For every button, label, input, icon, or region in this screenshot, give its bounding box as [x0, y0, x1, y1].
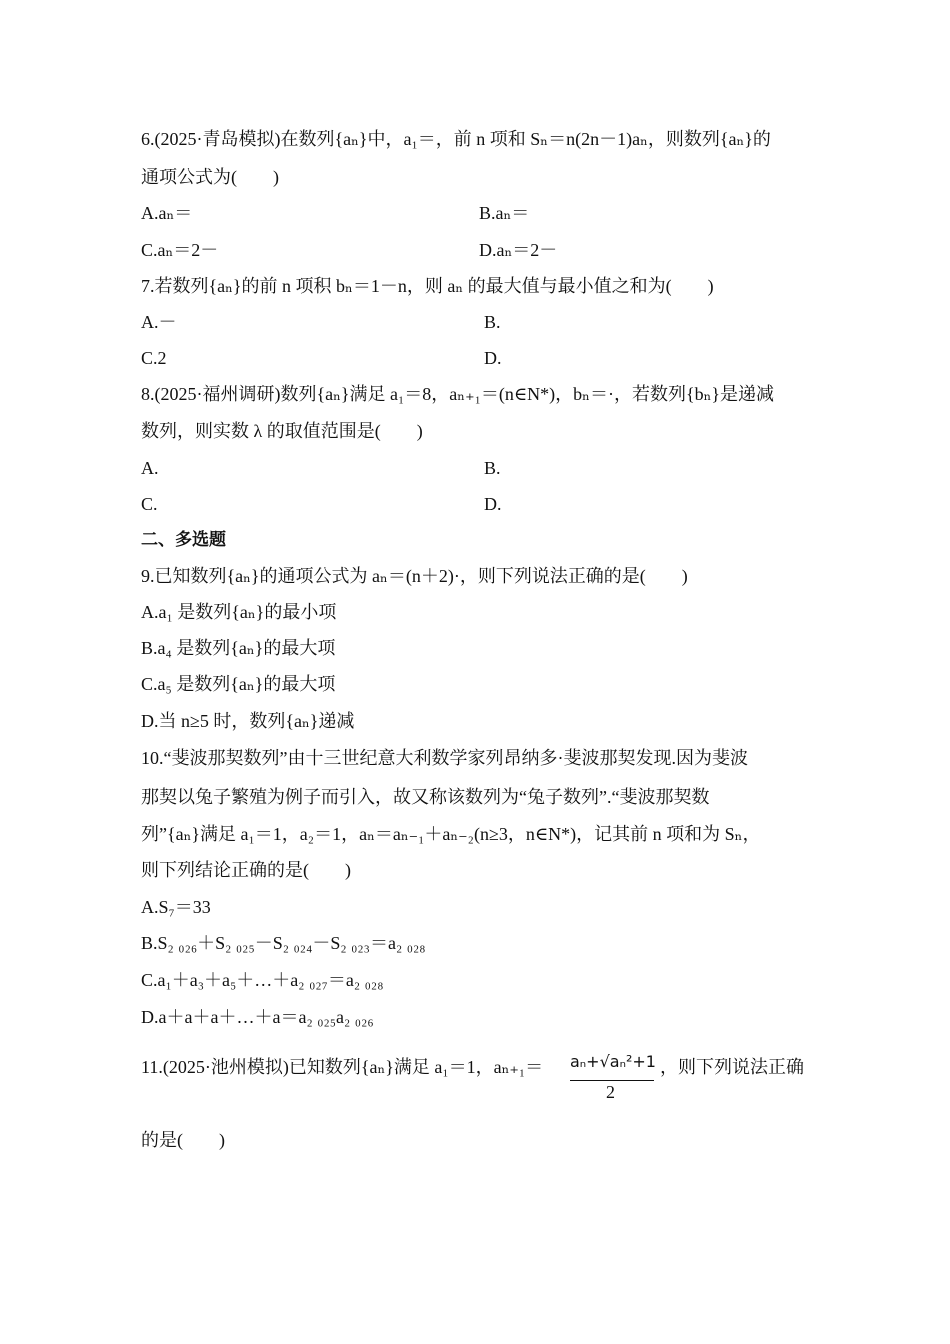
q7-option-a: A.－	[141, 312, 177, 332]
q9-option-b: B.a₄ 是数列{aₙ}的最大项	[141, 638, 336, 658]
q8-option-a: A.	[141, 458, 159, 478]
q8-stem-line2: 数列，则实数 λ 的取值范围是( )	[141, 421, 423, 441]
q10-stem-line2: 那契以兔子繁殖为例子而引入，故又称该数列为“兔子数列”.“斐波那契数	[141, 787, 710, 807]
q6-stem-line1: 6.(2025·青岛模拟)在数列{aₙ}中，a₁＝，前 n 项和 Sₙ＝n(2n－1)aₙ，则数列{aₙ}的	[141, 129, 771, 149]
q7-option-c: C.2	[141, 348, 167, 368]
q8-option-c: C.	[141, 494, 158, 514]
q11-stem-suffix: ，则下列说法正确	[660, 1057, 804, 1077]
q10-stem-line3: 列”{aₙ}满足 a₁＝1，a₂＝1，aₙ＝aₙ₋₁＋aₙ₋₂(n≥3，n∈N*)，记其前 n 项和为 Sₙ，	[141, 824, 761, 844]
q9-option-a: A.a₁ 是数列{aₙ}的最小项	[141, 602, 337, 622]
q6-option-d: D.aₙ＝2－	[479, 240, 558, 260]
q10-option-a: A.S₇＝33	[141, 897, 211, 917]
q10-stem-line4: 则下列结论正确的是( )	[141, 860, 351, 880]
q8-option-b: B.	[484, 458, 501, 478]
q6-option-c: C.aₙ＝2－	[141, 240, 219, 260]
q11-stem-line2: 的是( )	[141, 1130, 225, 1150]
q8-option-d: D.	[484, 494, 502, 514]
q7-stem-line1: 7.若数列{aₙ}的前 n 项积 bₙ＝1－n，则 aₙ 的最大值与最小值之和为( )	[141, 276, 714, 296]
q10-option-c: C.a₁＋a₃＋a₅＋…＋a₂ ₀₂₇＝a₂ ₀₂₈	[141, 970, 384, 990]
q7-option-d: D.	[484, 348, 502, 368]
q7-option-b: B.	[484, 312, 501, 332]
q6-option-b: B.aₙ＝	[479, 203, 530, 223]
q10-option-b: B.S₂ ₀₂₆＋S₂ ₀₂₅－S₂ ₀₂₄－S₂ ₀₂₃＝a₂ ₀₂₈	[141, 933, 426, 953]
q9-stem-line1: 9.已知数列{aₙ}的通项公式为 aₙ＝(n＋2)·，则下列说法正确的是( )	[141, 566, 688, 586]
q6-stem-line2: 通项公式为( )	[141, 167, 279, 187]
q9-option-c: C.a₅ 是数列{aₙ}的最大项	[141, 674, 336, 694]
fraction-numerator: aₙ+√aₙ²+1	[570, 1052, 656, 1071]
fraction-denominator: 2	[606, 1082, 615, 1102]
fraction-bar	[570, 1080, 654, 1081]
q8-stem-line1: 8.(2025·福州调研)数列{aₙ}满足 a₁＝8，aₙ₊₁＝(n∈N*)，bₙ＝·，若数列{bₙ}是递减	[141, 384, 775, 404]
section-heading-multiple-choice: 二、多选题	[141, 530, 226, 550]
q11-recurrence-fraction	[568, 1052, 658, 1104]
q9-option-d: D.当 n≥5 时，数列{aₙ}递减	[141, 711, 355, 731]
q10-stem-line1: 10.“斐波那契数列”由十三世纪意大利数学家列昂纳多·斐波那契发现.因为斐波	[141, 748, 748, 768]
q6-option-a: A.aₙ＝	[141, 203, 193, 223]
q10-option-d: D.a＋a＋a＋…＋a＝a₂ ₀₂₅a₂ ₀₂₆	[141, 1007, 374, 1027]
q11-stem-prefix: 11.(2025·池州模拟)已知数列{aₙ}满足 a₁＝1，aₙ₊₁＝	[141, 1057, 544, 1077]
